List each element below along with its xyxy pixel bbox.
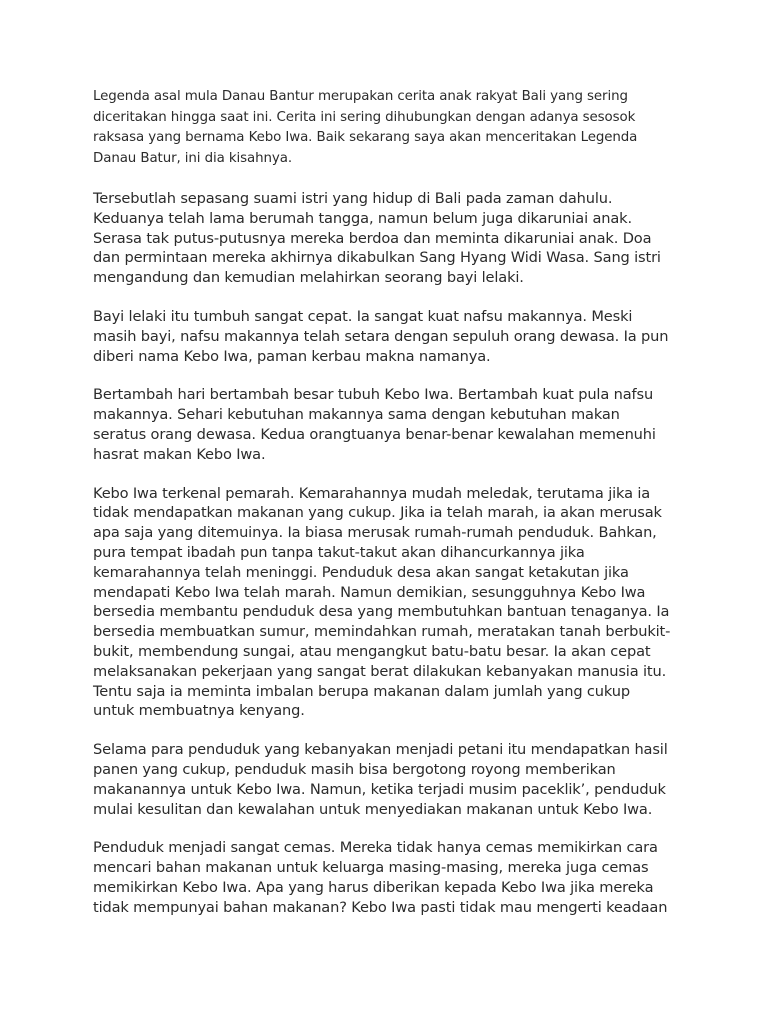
text-line: Keduanya telah lama berumah tangga, namun belum juga dikaruniai anak. <box>93 209 632 227</box>
text-line: melaksanakan pekerjaan yang sangat berat dilakukan kebanyakan manusia itu. <box>93 662 667 680</box>
text-line: mencari bahan makanan untuk keluarga masing-masing, mereka juga cemas <box>93 859 649 877</box>
text-line: makanannya untuk Kebo Iwa. Namun, ketika terjadi musim paceklik’, penduduk <box>93 780 666 798</box>
text-line: Serasa tak putus-putusnya mereka berdoa dan meminta dikaruniai anak. Doa <box>93 229 652 247</box>
text-line: Bayi lelaki itu tumbuh sangat cepat. Ia sangat kuat nafsu makannya. Meski <box>93 307 633 325</box>
text-line: dan permintaan mereka akhirnya dikabulkan Sang Hyang Widi Wasa. Sang istri <box>93 249 661 267</box>
text-line: Tersebutlah sepasang suami istri yang hidup di Bali pada zaman dahulu. <box>93 190 613 207</box>
document-body <box>93 87 683 937</box>
story-paragraph-3 <box>93 385 683 464</box>
text-line: Selama para penduduk yang kebanyakan menjadi petani itu mendapatkan hasil <box>93 741 668 759</box>
intro-paragraph <box>93 87 683 169</box>
text-line: hasrat makan Kebo Iwa. <box>93 445 266 463</box>
text-line: Legenda asal mula Danau Bantur merupakan cerita anak rakyat Bali yang sering <box>93 89 628 104</box>
text-line: mulai kesulitan dan kewalahan untuk menyediakan makanan untuk Kebo Iwa. <box>93 800 653 818</box>
story-paragraph-5 <box>93 740 683 819</box>
text-line: mengandung dan kemudian melahirkan seorang bayi lelaki. <box>93 269 524 287</box>
text-line: makannya. Sehari kebutuhan makannya sama dengan kebutuhan makan <box>93 406 620 424</box>
text-line: panen yang cukup, penduduk masih bisa bergotong royong memberikan <box>93 760 616 778</box>
text-line: bersedia membuatkan sumur, memindahkan rumah, meratakan tanah berbukit- <box>93 623 671 641</box>
text-line: Tentu saja ia meminta imbalan berupa makanan dalam jumlah yang cukup <box>93 682 630 700</box>
text-line: kemarahannya telah meninggi. Penduduk desa akan sangat ketakutan jika <box>93 563 629 581</box>
text-line: tidak mempunyai bahan makanan? Kebo Iwa pasti tidak mau mengerti keadaan <box>93 898 668 916</box>
story-paragraph-6 <box>93 838 683 917</box>
text-line: Bertambah hari bertambah besar tubuh Kebo Iwa. Bertambah kuat pula nafsu <box>93 386 654 404</box>
text-line: bukit, membendung sungai, atau mengangkut batu-batu besar. Ia akan cepat <box>93 642 651 660</box>
text-line: diberi nama Kebo Iwa, paman kerbau makna namanya. <box>93 347 491 365</box>
text-line: diceritakan hingga saat ini. Cerita ini sering dihubungkan dengan adanya sesosok <box>93 109 636 125</box>
text-line: Penduduk menjadi sangat cemas. Mereka tidak hanya cemas memikirkan cara <box>93 839 658 857</box>
text-line: untuk membuatnya kenyang. <box>93 702 305 720</box>
text-line: raksasa yang bernama Kebo Iwa. Baik sekarang saya akan menceritakan Legenda <box>93 130 638 145</box>
text-line: Danau Batur, ini dia kisahnya. <box>93 150 292 166</box>
text-line: memikirkan Kebo Iwa. Apa yang harus diberikan kepada Kebo Iwa jika mereka <box>93 878 654 896</box>
text-line: bersedia membantu penduduk desa yang membutuhkan bantuan tenaganya. Ia <box>93 603 670 621</box>
text-line: apa saja yang ditemuinya. Ia biasa merusak rumah-rumah penduduk. Bahkan, <box>93 524 657 542</box>
text-line: masih bayi, nafsu makannya telah setara dengan sepuluh orang dewasa. Ia pun <box>93 327 669 345</box>
text-line: mendapati Kebo Iwa telah marah. Namun demikian, sesungguhnya Kebo Iwa <box>93 583 646 601</box>
story-paragraph-2 <box>93 307 683 366</box>
story-paragraph-4 <box>93 484 683 722</box>
story-paragraph-1 <box>93 189 683 288</box>
text-line: Kebo Iwa terkenal pemarah. Kemarahannya mudah meledak, terutama jika ia <box>93 484 651 502</box>
text-line: tidak mendapatkan makanan yang cukup. Jika ia telah marah, ia akan merusak <box>93 504 662 522</box>
text-line: seratus orang dewasa. Kedua orangtuanya benar-benar kewalahan memenuhi <box>93 425 656 443</box>
text-line: pura tempat ibadah pun tanpa takut-takut akan dihancurkannya jika <box>93 543 585 561</box>
